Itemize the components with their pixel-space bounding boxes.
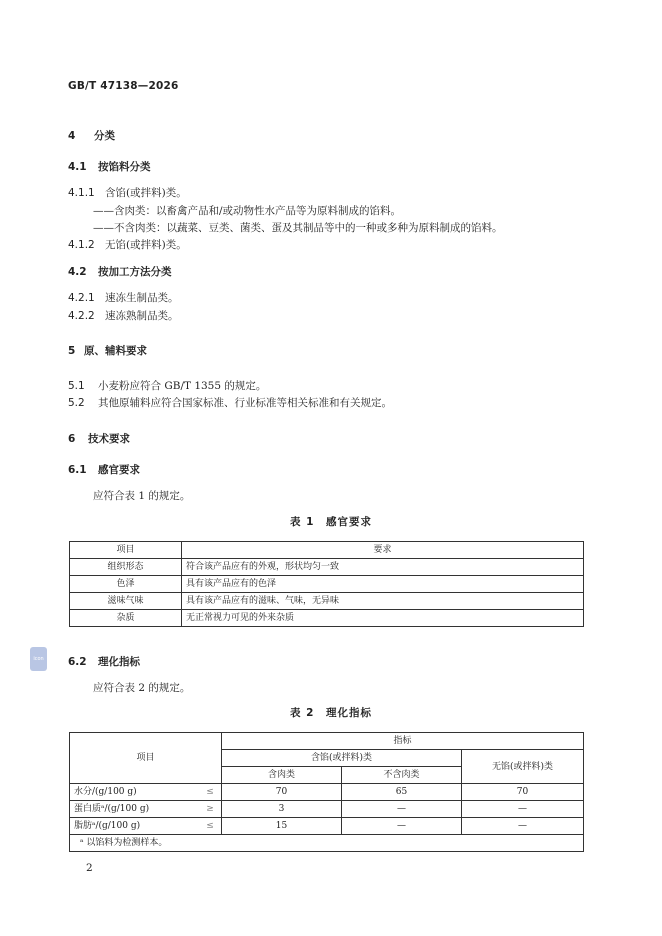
table-row xyxy=(70,593,584,610)
table-header-cell: 要求 xyxy=(182,542,584,559)
table-header-row xyxy=(70,733,584,750)
section-6-2-heading: 6.2 理化指标 xyxy=(68,656,140,668)
section-6-1-text: 应符合表 1 的规定。 xyxy=(93,490,191,502)
page-number: 2 xyxy=(86,862,93,874)
section-4-1-2: 4.1.2 无馅(或拌料)类。 xyxy=(68,239,187,251)
item-meat-type: ——含肉类：以畜禽产品和/或动物性水产品等为原料制成的馅料。 xyxy=(93,205,402,217)
section-4-2-heading: 4.2 按加工方法分类 xyxy=(68,266,172,278)
table-cell: 具有该产品应有的滋味、气味，无异味 xyxy=(182,593,584,610)
table-cell: — xyxy=(342,818,462,835)
table-2-physicochemical xyxy=(69,732,584,852)
table1-caption: 表 1 感官要求 xyxy=(290,516,372,528)
table-cell: 65 xyxy=(342,784,462,801)
table-row xyxy=(70,784,584,801)
table-header-item: 项目 xyxy=(70,733,222,784)
table-row xyxy=(70,610,584,627)
section-5-heading: 5 原、辅料要求 xyxy=(68,345,147,357)
section-6-2-text: 应符合表 2 的规定。 xyxy=(93,682,191,694)
table-cell: 3 xyxy=(222,801,342,818)
table-header-meat: 含肉类 xyxy=(222,767,342,784)
table-row xyxy=(70,576,584,593)
table-header-cell: 项目 xyxy=(70,542,182,559)
document-code: GB/T 47138—2026 xyxy=(68,80,179,92)
table-cell: 色泽 xyxy=(70,576,182,593)
table-1-sensory xyxy=(69,541,584,627)
section-4-2-2: 4.2.2 速冻熟制品类。 xyxy=(68,310,179,322)
table-cell: 15 xyxy=(222,818,342,835)
table-cell: 无正常视力可见的外来杂质 xyxy=(182,610,584,627)
table-header-nomeat: 不含肉类 xyxy=(342,767,462,784)
table-header-filled: 含馅(或拌料)类 xyxy=(222,750,462,767)
table-cell: — xyxy=(342,801,462,818)
table-header-unfilled: 无馅(或拌料)类 xyxy=(462,750,584,784)
table-cell: 组织形态 xyxy=(70,559,182,576)
section-4-2-1: 4.2.1 速冻生制品类。 xyxy=(68,292,179,304)
table-row xyxy=(70,559,584,576)
table-cell: 滋味气味 xyxy=(70,593,182,610)
item-no-meat-type: ——不含肉类：以蔬菜、豆类、菌类、蛋及其制品等中的一种或多种为原料制成的馅料。 xyxy=(93,222,503,234)
table-header-index: 指标 xyxy=(222,733,584,750)
table-cell: 蛋白质ᵃ/(g/100 g) ≥ xyxy=(70,801,222,818)
table-footnote: ᵃ 以馅料为检测样本。 xyxy=(70,835,584,852)
section-6-heading: 6 技术要求 xyxy=(68,433,130,445)
table-cell: 70 xyxy=(462,784,584,801)
table-header-row xyxy=(70,542,584,559)
section-4-1-heading: 4.1 按馅料分类 xyxy=(68,161,151,173)
table2-caption: 表 2 理化指标 xyxy=(290,707,372,719)
table-cell: 符合该产品应有的外观，形状均匀一致 xyxy=(182,559,584,576)
table-cell: — xyxy=(462,801,584,818)
table-footnote-row xyxy=(70,835,584,852)
section-5-1: 5.1 小麦粉应符合 GB/T 1355 的规定。 xyxy=(68,380,267,392)
table-cell: 具有该产品应有的色泽 xyxy=(182,576,584,593)
table-cell: — xyxy=(462,818,584,835)
side-tab-icon[interactable]: icon xyxy=(30,647,47,671)
table-cell: 杂质 xyxy=(70,610,182,627)
section-5-2: 5.2 其他原辅料应符合国家标准、行业标准等相关标准和有关规定。 xyxy=(68,397,392,409)
table-cell: 水分/(g/100 g) ≤ xyxy=(70,784,222,801)
section-4-1-1: 4.1.1 含馅(或拌料)类。 xyxy=(68,187,187,199)
section-4-heading: 4 分类 xyxy=(68,130,115,142)
section-6-1-heading: 6.1 感官要求 xyxy=(68,464,140,476)
table-row xyxy=(70,801,584,818)
table-row xyxy=(70,818,584,835)
table-cell: 70 xyxy=(222,784,342,801)
table-cell: 脂肪ᵃ/(g/100 g) ≤ xyxy=(70,818,222,835)
